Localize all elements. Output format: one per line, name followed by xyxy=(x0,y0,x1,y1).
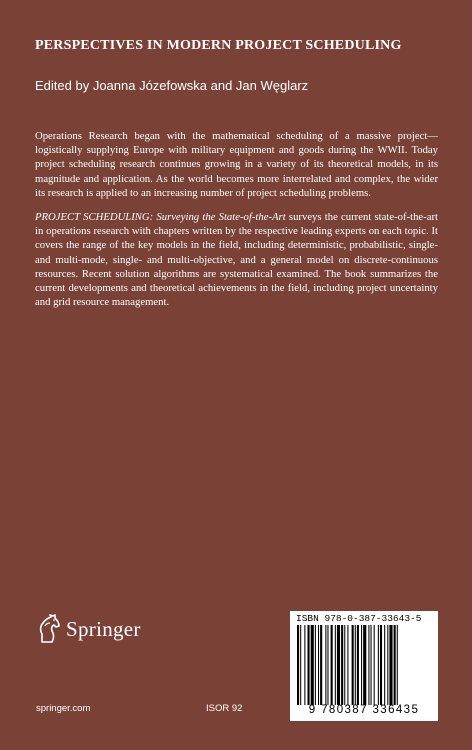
barcode-bars xyxy=(297,625,431,705)
isbn-label: ISBN 978-0-387-33643-5 xyxy=(296,613,422,624)
blurb-paragraph-2-text: surveys the current state-of-the-art in operations research with chapters written by the respective leading experts on each topic. It covers the range of the key models in the field, including deterministic, probabilistic, single- and multi-mode, single- and multi-objective, and a general model on discrete-continuous resources. Recent solution algorithms are systematical examined. The book summarizes the current developments and theoretical achievements in the field, including project uncertainty and grid resource management. xyxy=(35,211,439,309)
editors-line: Edited by Joanna Józefowska and Jan Węglarz xyxy=(35,78,309,93)
barcode-panel xyxy=(290,611,438,721)
series-number: ISOR 92 xyxy=(206,703,243,714)
book-title: PERSPECTIVES IN MODERN PROJECT SCHEDULING xyxy=(35,38,402,53)
back-cover-blurb xyxy=(35,129,438,319)
springer-horse-icon xyxy=(36,614,62,644)
barcode-digits: 9 780387 336435 xyxy=(308,704,420,716)
blurb-paragraph-1: Operations Research began with the mathematical scheduling of a massive project—logistically supplying Europe with military equipment and goods during the WWII. Today project scheduling research continues growing in a variety of its theoretical models, in its magnitude and application. As the world becomes more interrelated and complex, the wider its research is applied to an increasing number of project scheduling problems. xyxy=(35,130,438,199)
publisher-url: springer.com xyxy=(36,703,91,714)
blurb-paragraph-2 xyxy=(35,210,438,309)
publisher-name: Springer xyxy=(66,616,141,641)
publisher-logo xyxy=(36,614,141,644)
blurb-book-subtitle: PROJECT SCHEDULING: Surveying the State-of-the-Art xyxy=(35,211,286,224)
